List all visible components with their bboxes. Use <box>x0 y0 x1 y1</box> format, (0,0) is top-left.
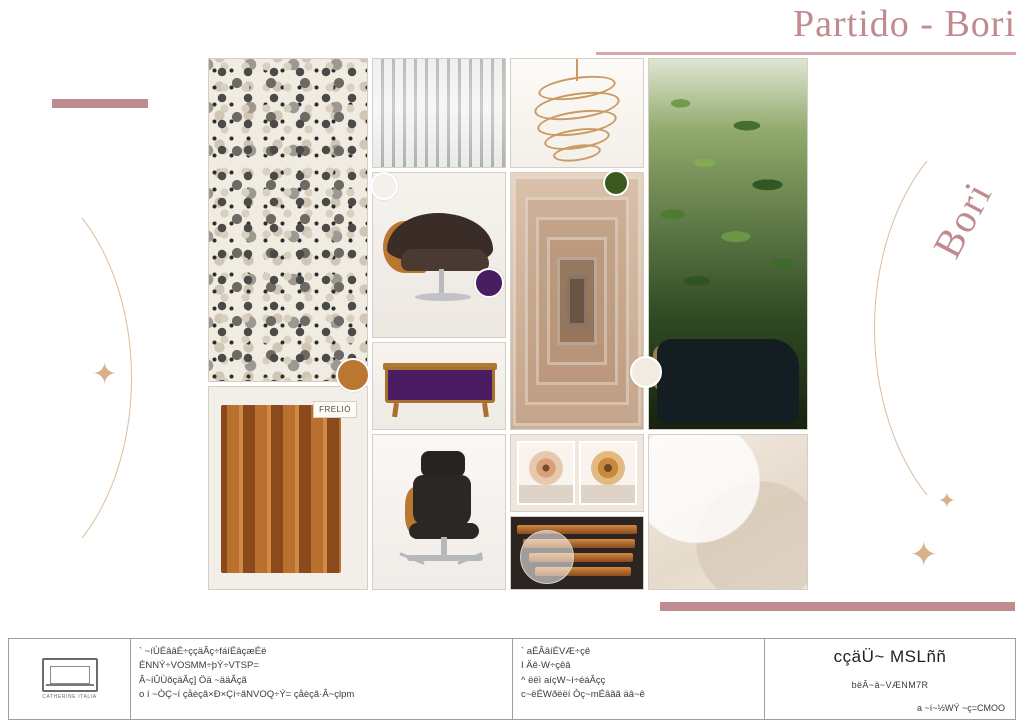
terrazzo-sample <box>208 58 368 382</box>
blinds-texture <box>373 59 505 167</box>
detail-callout-circle <box>520 530 574 584</box>
beige-stone-sample <box>648 434 808 590</box>
lounge-chair-illustration <box>373 173 505 337</box>
blinds-photo <box>372 58 506 168</box>
terrazzo-texture <box>209 59 367 381</box>
wood-sample-tag: FRELIÓ <box>313 401 357 418</box>
frames-illustration <box>511 435 643 511</box>
spec-line: ` aÉÂâíÉVÆ÷çê <box>521 646 591 657</box>
sheet-subtitle: bëÂ~ä~VÆNM7R <box>851 680 929 690</box>
swatch-green <box>603 170 629 196</box>
swatch-cream <box>630 356 662 388</box>
swatch-tan <box>336 358 370 392</box>
credenza-leg <box>392 403 399 418</box>
swatch-white <box>370 172 398 200</box>
stone-texture <box>649 435 807 589</box>
chair-stem <box>439 269 444 295</box>
office-chair-illustration <box>373 435 505 589</box>
swatch-purple <box>474 268 504 298</box>
corridor-illustration <box>511 173 643 429</box>
framed-art <box>579 441 637 505</box>
description-line: ÉNNÝ÷VOSMM÷þÝ÷VTSP= <box>139 660 259 672</box>
chair-headrest <box>421 451 465 477</box>
accent-bar-left <box>52 99 148 108</box>
green-wall-photo <box>648 58 808 430</box>
wood-panel-illustration <box>209 387 367 589</box>
purple-credenza-photo <box>372 342 506 430</box>
description-block <box>131 639 513 719</box>
wood-slats-texture <box>221 405 341 573</box>
chair-base <box>407 555 483 561</box>
corridor-arch <box>567 276 587 326</box>
description-line: ` ~íÙÉââÉ÷ççäÂç÷fáíÉâçæÉë <box>139 646 267 657</box>
chair-back <box>413 475 471 527</box>
flower-frames-photo <box>510 434 644 512</box>
sheet-info-block <box>765 639 1015 719</box>
sparkle-icon: ✦ <box>909 536 938 574</box>
credenza-leg <box>482 403 489 418</box>
pendant-lamp-photo <box>510 58 644 168</box>
dark-sofa <box>657 339 799 423</box>
spec-line: I Äê·W÷çêâ <box>521 660 571 672</box>
green-wall-illustration <box>649 59 807 429</box>
spec-line: c~ëÉWðëëí Òç~mÉâãã äâ~ê <box>521 688 645 700</box>
title-block <box>8 638 1016 720</box>
spec-block <box>513 639 765 719</box>
shelf <box>519 485 573 503</box>
flower-icon <box>591 451 625 485</box>
shelf <box>581 485 635 503</box>
logo-caption: CATHERINE ITALIA <box>42 694 97 700</box>
spec-line: ^ ëëì aíçW~í÷éáÂçç <box>521 674 606 686</box>
sparkle-icon: ✦ <box>92 358 118 391</box>
moodboard <box>208 58 808 590</box>
credenza-body <box>385 367 495 403</box>
sheet-code: a ~í~½WÝ ~ç=CMOO <box>916 703 1005 713</box>
description-line: o í ~ÒÇ~í çåèçã×Ð×Çí÷ãNVOQ÷Ý= çåèçã·Â~çlpm <box>139 688 355 700</box>
framed-art <box>517 441 575 505</box>
header <box>596 4 1016 55</box>
chair-seat <box>401 249 489 271</box>
description-line: Â~íÛÙõçäÂç] Öä ~ääÂçã <box>139 674 247 686</box>
accent-bar-bottom <box>660 602 1015 611</box>
title-divider <box>596 52 1016 55</box>
chair-base <box>415 293 471 301</box>
sheet-title: cçäÜ~ MSLññ <box>833 647 947 666</box>
office-chair-photo <box>372 434 506 590</box>
wood-slat-sample <box>208 386 368 590</box>
flower-icon <box>529 451 563 485</box>
corridor-photo <box>510 172 644 430</box>
page-title: Partido - Bori <box>793 3 1016 45</box>
logo-icon <box>42 658 98 692</box>
lamp-illustration <box>511 59 643 167</box>
sparkle-icon: ✦ <box>937 488 956 513</box>
decorative-arc-right <box>874 108 1024 548</box>
credenza-illustration <box>373 343 505 429</box>
studio-logo <box>9 639 131 719</box>
side-label: Bori <box>923 174 1001 265</box>
